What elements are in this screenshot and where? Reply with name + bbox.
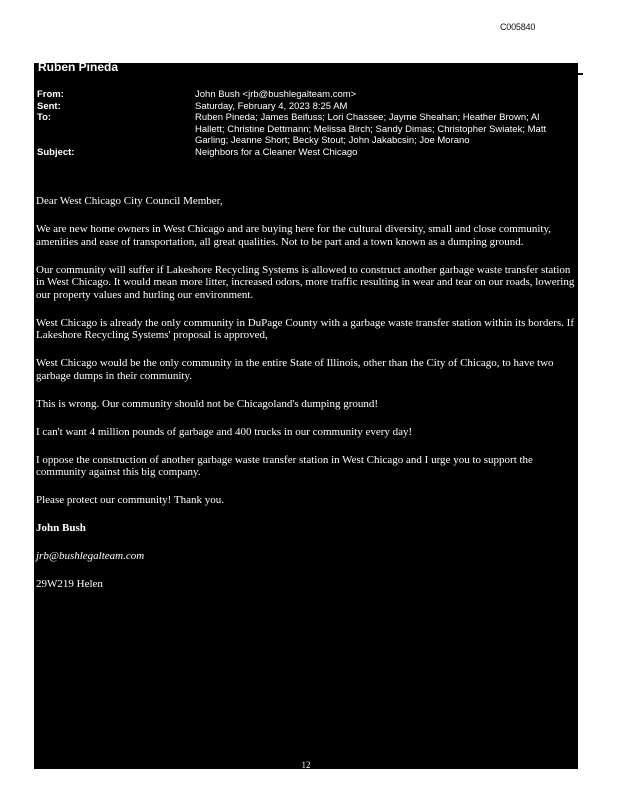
page-number: 12: [301, 760, 311, 770]
body-paragraph: West Chicago is already the only community in DuPage County with a garbage waste transfer station within its borders. If Lakeshore Recycling Systems' proposal is approved,: [36, 316, 574, 341]
header-row-to: [34, 112, 578, 147]
greeting: Dear West Chicago City Council Member,: [36, 195, 223, 207]
header-value-to: Ruben Pineda; James Beifuss; Lori Chassee; Jayme Sheahan; Heather Brown; Al Hallett; Christine Dettmann; Melissa Birch; Sandy Dimas; Christopher Swiatek; Matt Garling; Jeanne Short; Becky Stout; John Jakabcsin; Joe Morano: [195, 112, 547, 146]
header-label: To:: [37, 112, 52, 123]
signature-name: John Bush: [36, 522, 86, 534]
header-value-subject: Neighbors for a Cleaner West Chicago: [195, 146, 358, 158]
header-label: From:: [37, 89, 64, 100]
scan-edge-mark: [578, 73, 583, 75]
body-paragraph: This is wrong. Our community should not be Chicagoland's dumping ground!: [36, 397, 379, 410]
body-paragraph: Please protect our community! Thank you.: [36, 494, 224, 506]
header-label: Subject:: [37, 146, 75, 158]
header-value-sent: Saturday, February 4, 2023 8:25 AM: [195, 100, 348, 112]
bates-number: C005840: [500, 22, 536, 32]
body-paragraph: West Chicago would be the only community in the entire State of Illinois, other than the City of Chicago, to have two garbage dumps in their community.: [36, 357, 554, 382]
body-paragraph: I oppose the construction of another garbage waste transfer station in West Chicago and I urge you to support the community against this big company.: [36, 453, 533, 478]
email-body: [36, 195, 576, 606]
header-label: Sent:: [37, 100, 61, 112]
signature-email[interactable]: jrb@bushlegalteam.com: [36, 550, 145, 562]
body-paragraph: We are new home owners in West Chicago and are buying here for the cultural diversity, small and close community, amenities and ease of transportation, all great qualities. Not to be part and a town known as a dumping ground.: [36, 223, 551, 248]
header-row-sent: [34, 101, 578, 113]
signature-address: 29W219 Helen: [36, 578, 103, 590]
body-paragraph: Our community will suffer if Lakeshore Recycling Systems is allowed to construct another garbage waste transfer station in West Chicago. It would mean more litter, increased odors, more traffic resulting in wear and tear on our roads, lowering our property values and hurling our environment.: [36, 263, 575, 301]
email-header-block: [34, 89, 578, 158]
header-value-from: John Bush <jrb@bushlegalteam.com>: [195, 89, 357, 100]
sender-name: Ruben Pineda: [38, 60, 119, 74]
header-row-from: [34, 89, 578, 101]
header-row-subject: [34, 147, 578, 159]
email-printout: [34, 60, 578, 770]
body-paragraph: I can't want 4 million pounds of garbage and 400 trucks in our community every day!: [36, 425, 413, 438]
